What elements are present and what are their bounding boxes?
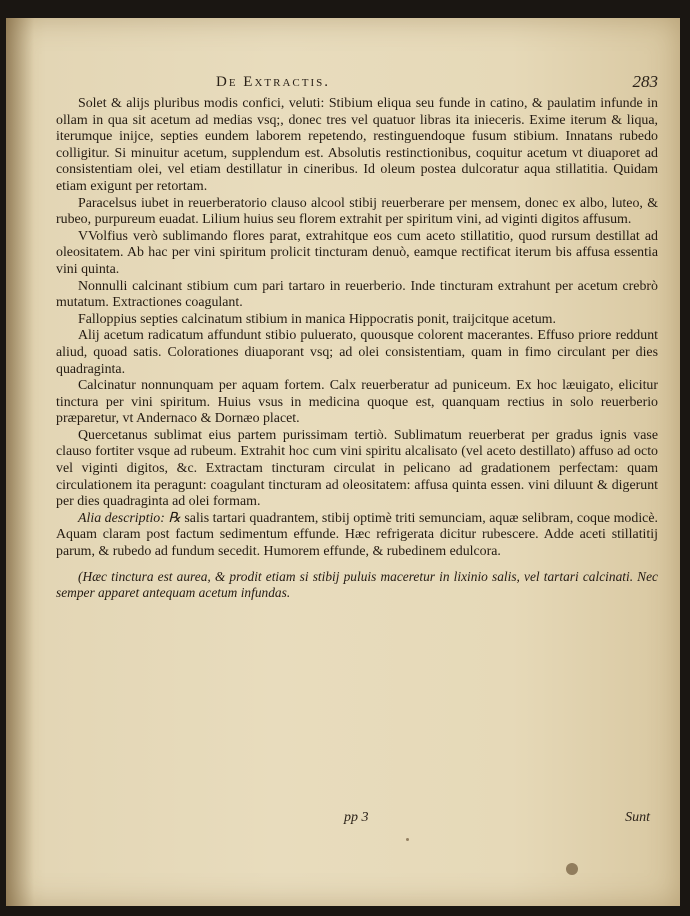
recipe-text: salis tartari quadrantem, stibij optimè triti semunciam, aquæ selibram, coque modicè. Aquam claram post factum sedimentum effunde. Hæc refrigerata dicitur rubescere. Adde aceti stillatitij parum, & rubedo ad fundum secedit. Humorem effunde, & rubedinem edulcora. <box>56 510 658 560</box>
ink-stain <box>406 838 409 841</box>
page-header <box>6 72 680 96</box>
paragraph: Falloppius septies calcinatum stibium in manica Hippocratis ponit, traijcitque acetum. <box>78 311 556 327</box>
paragraph: Paracelsus iubet in reuerberatorio clauso alcool stibij reuerberare per mensem, donec ex albo, luteo, & rubeo, purpureum euadat. Lilium huius seu florem extrahit per spiritum vini, ad viginti digitos affusum. <box>56 195 658 228</box>
ink-stain <box>566 863 578 875</box>
recipe-paragraph <box>56 511 658 561</box>
paragraph: Solet & alijs pluribus modis confici, veluti: Stibium eliqua seu funde in catino, & paulatim infunde in ollam in qua sit acetum ad medias vsq;, donec tres vel quatuor libras ita inieceris. Exime iterum & liqua, iterumque inijce, septies eundem laborem repetendo, restinguendoque fusum stibium. Innatans rubedo colligitur. Si minuitur acetum, supplendum est. Absolutis restinctionibus, coquitur acetum vt diuaporet ad consistentiam olei, vel etiam destillatur in cineribus. Id oleum postea dulcoratur aqua stillatitia. Quidam etiam exigunt per retortam. <box>56 96 658 194</box>
book-page <box>6 18 680 906</box>
page-number: 283 <box>632 72 658 91</box>
running-title: De Extractis. <box>216 74 330 90</box>
page-gutter-shadow <box>6 18 34 906</box>
paragraph: Calcinatur nonnunquam per aquam fortem. Calx reuerberatur ad puniceum. Ex hoc læuigato, elicitur tinctura per vini spiritum. Huius vsus in medicina quoque est, quanquam rectius in solo reuerberio præparetur, vt Andernaco & Dornæo placet. <box>56 378 658 427</box>
paragraph: Quercetanus sublimat eius partem purissimam tertiò. Sublimatum reuerberat per gradus ignis vase clauso fortiter vsque ad rubeum. Extrahit hoc cum vini spiritu alcalisato (vel aceto destillato) affuso ad octo vel viginti digitos, &c. Extractam tincturam circulat in pelicano ad gradationem perfectam: quam circulationem ita peragunt: coagulant tincturam ad oleositatem: affusa quinta essen. vini diluunt & digerunt per dies quadraginta ad olei formam. <box>56 427 658 510</box>
paragraph: Nonnulli calcinant stibium cum pari tartaro in reuerberio. Inde tincturam extrahunt per acetum crebrò mutatum. Extractiones coagulant. <box>56 278 658 311</box>
page-footer <box>6 810 680 832</box>
recipe-lead: Alia descriptio: ℞ <box>78 510 181 526</box>
paragraph: Alij acetum radicatum affundunt stibio puluerato, quousque colorent macerantes. Effuso priore reddunt aliud, quoad satis. Colorationes diuaporant vsq; ad olei consistentiam, quam in fimo circulant per dies quadraginta. <box>56 328 658 377</box>
signature-mark: pp 3 <box>344 810 369 825</box>
italic-note: (Hæc tinctura est aurea, & prodit etiam si stibij puluis maceretur in lixinio salis, vel tartari calcinati. Nec semper apparet antequam acetum infundas. <box>56 568 658 601</box>
catchword: Sunt <box>625 810 650 825</box>
paragraph: VVolfius verò sublimando flores parat, extrahitque eos cum aceto stillatitio, quod rursum destillat ad oleositatem. Ab hac per vini spiritum prolicit tincturam denuò, eamque rectificat iterum bis affusa essentia vini quinta. <box>56 228 658 277</box>
body-text <box>56 96 658 615</box>
